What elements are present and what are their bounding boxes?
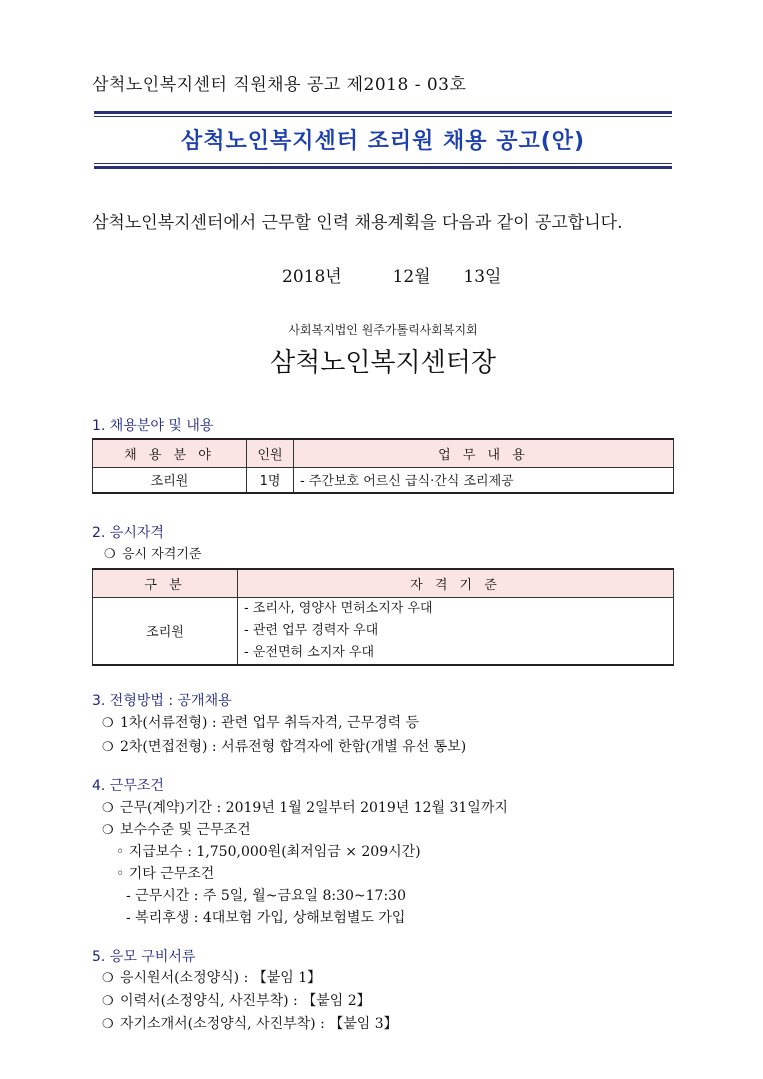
screening-step-1 xyxy=(102,712,419,732)
section-2-heading: 2. 응시자격 xyxy=(92,525,164,541)
bullet-icon: ❍ xyxy=(102,994,114,1009)
date-month: 12월 xyxy=(392,267,431,287)
title-top-rule-thin xyxy=(94,116,672,117)
center-director: 삼척노인복지센터장 xyxy=(269,348,497,378)
qualification-criteria xyxy=(238,597,674,665)
recruit-header-field: 채 용 분 야 xyxy=(93,439,247,467)
salary-line: ◦ 지급보수 : 1,750,000원(최저임금 × 209시간) xyxy=(116,844,421,860)
qualification-header-criteria: 자 격 기 준 xyxy=(238,569,674,597)
qualification-item: - 관련 업무 경력자 우대 xyxy=(244,622,379,638)
bullet-icon: ❍ xyxy=(102,823,114,838)
other-conditions-line: ◦ 기타 근무조건 xyxy=(116,866,215,882)
date-day: 13일 xyxy=(463,267,502,287)
screening-step-2 xyxy=(102,736,466,756)
section-1-heading: 1. 채용분야 및 내용 xyxy=(92,418,214,434)
document-item xyxy=(102,967,321,987)
title-top-rule xyxy=(94,111,672,114)
qualification-table xyxy=(92,568,674,666)
date-year: 2018년 xyxy=(282,267,342,287)
screening-step-2-text: 2차(면접전형) : 서류전형 합격자에 한함(개별 유선 통보) xyxy=(120,739,467,755)
intro-text: 삼척노인복지센터에서 근무할 인력 채용계획을 다음과 같이 공고합니다. xyxy=(92,213,623,233)
contract-period xyxy=(102,797,508,817)
qualification-subheading xyxy=(104,543,201,562)
qualification-subheading-text: 응시 자격기준 xyxy=(122,547,202,562)
bullet-icon: ❍ xyxy=(102,716,114,731)
pay-conditions xyxy=(102,819,251,839)
pay-conditions-text: 보수수준 및 근무조건 xyxy=(120,822,251,838)
recruit-header-duty: 업 무 내 용 xyxy=(294,439,674,467)
section-3-heading: 3. 전형방법 : 공개채용 xyxy=(92,693,232,709)
working-hours-line: - 근무시간 : 주 5일, 월~금요일 8:30~17:30 xyxy=(126,888,406,904)
organization-name: 사회복지법인 원주가톨릭사회복지회 xyxy=(288,323,478,337)
qualification-category: 조리원 xyxy=(93,597,238,665)
recruit-field: 조리원 xyxy=(93,467,247,493)
qualification-item: - 운전면허 소지자 우대 xyxy=(244,644,375,660)
recruit-header-count: 인원 xyxy=(247,439,294,467)
section-4-heading: 4. 근무조건 xyxy=(92,778,164,794)
title-bottom-rule-thin xyxy=(94,163,672,164)
recruit-table xyxy=(92,438,674,494)
bullet-icon: ❍ xyxy=(102,801,114,816)
screening-step-1-text: 1차(서류전형) : 관련 업무 취득자격, 근무경력 등 xyxy=(120,715,420,731)
document-item-text: 이력서(소정양식, 사진부착) : 【붙임 2】 xyxy=(120,993,371,1009)
title-bottom-rule xyxy=(94,166,672,169)
contract-period-text: 근무(계약)기간 : 2019년 1월 2일부터 2019년 12월 31일까지 xyxy=(120,800,508,816)
qualification-header-category: 구 분 xyxy=(93,569,238,597)
benefits-line: - 복리후생 : 4대보험 가입, 상해보험별도 가입 xyxy=(126,910,406,926)
section-5-heading: 5. 응모 구비서류 xyxy=(92,949,196,965)
document-item-text: 응시원서(소정양식) : 【붙임 1】 xyxy=(120,970,322,986)
document-item xyxy=(102,1013,398,1033)
bullet-icon: ❍ xyxy=(102,740,114,755)
document-item xyxy=(102,990,371,1010)
bullet-icon: ❍ xyxy=(102,971,114,986)
bullet-icon: ❍ xyxy=(102,1017,114,1032)
notice-date xyxy=(282,262,501,287)
notice-reference-number: 삼척노인복지센터 직원채용 공고 제2018 - 03호 xyxy=(92,75,467,95)
bullet-icon: ❍ xyxy=(104,547,116,562)
page-title: 삼척노인복지센터 조리원 채용 공고(안) xyxy=(180,129,586,154)
recruit-duty: - 주간보호 어르신 급식·간식 조리제공 xyxy=(294,467,674,493)
recruit-count: 1명 xyxy=(247,467,294,493)
qualification-item: - 조리사, 영양사 면허소지자 우대 xyxy=(244,600,433,616)
document-item-text: 자기소개서(소정양식, 사진부착) : 【붙임 3】 xyxy=(120,1016,398,1032)
